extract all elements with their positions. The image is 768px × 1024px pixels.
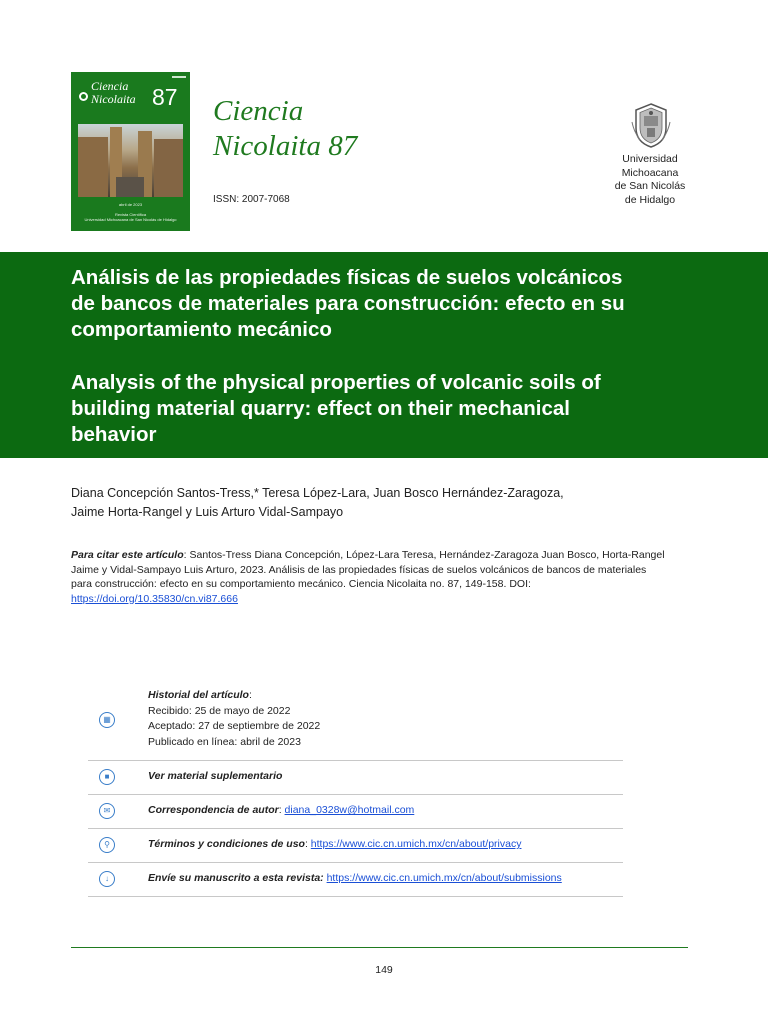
history-row <box>88 683 623 761</box>
cover-date: abril de 2023 <box>118 202 143 207</box>
article-info-table <box>88 683 623 897</box>
mail-icon: ✉ <box>99 803 115 819</box>
terms-row: ⚲ Términos y condiciones de uso: https://www.cic.cn.umich.mx/cn/about/privacy <box>88 829 623 863</box>
authors-line2: Jaime Horta-Rangel y Luis Arturo Vidal-Sampayo <box>71 504 344 519</box>
history-label: Historial del artículo <box>148 689 249 701</box>
article-title-english <box>71 370 711 448</box>
citation-block <box>71 548 711 606</box>
received-date: Recibido: 25 de mayo de 2022 <box>148 704 291 717</box>
correspondence-label: Correspondencia de autor <box>148 804 279 816</box>
citation-lead: Para citar este artículo <box>71 549 184 561</box>
cover-logo-icon <box>79 92 88 101</box>
page-number: 149 <box>375 964 393 976</box>
cover-footer-line1: Revista Científica <box>114 212 147 217</box>
correspondence-row: ✉ Correspondencia de autor: diana_0328w@hotmail.com <box>88 795 623 829</box>
university-name <box>600 153 700 207</box>
title-es-line2: de bancos de materiales para construcción: efecto en su <box>71 292 625 315</box>
university-line4: de Hidalgo <box>624 193 676 206</box>
authors-line1: Diana Concepción Santos-Tress,* Teresa López-Lara, Juan Bosco Hernández-Zaragoza, <box>71 486 564 500</box>
journal-cover <box>71 72 190 231</box>
supplementary-link[interactable]: Ver material suplementario <box>148 770 283 782</box>
title-en-line3: behavior <box>71 423 157 446</box>
cover-issn-mark <box>172 76 186 78</box>
citation-line1 <box>71 548 711 563</box>
citation-line3: para construcción: efecto en su comportamiento mecánico. Ciencia Nicolaita no. 87, 149-158. DOI: <box>71 578 531 590</box>
published-date: Publicado en línea: abril de 2023 <box>148 735 301 748</box>
submit-row <box>88 863 623 897</box>
supplementary-row[interactable] <box>88 761 623 795</box>
calendar-icon: ▦ <box>99 712 115 728</box>
terms-label: Términos y condiciones de uso <box>148 838 305 850</box>
cover-title-line1: Ciencia <box>91 79 129 93</box>
folder-icon: ■ <box>99 769 115 785</box>
university-line3: de San Nicolás <box>614 180 686 192</box>
university-line2: Michoacana <box>621 166 679 179</box>
cover-photo <box>78 124 183 197</box>
title-es-line3: comportamiento mecánico <box>71 318 332 341</box>
cover-footer <box>71 212 190 222</box>
article-title-spanish <box>71 265 711 343</box>
cover-issue-number: 87 <box>152 84 178 110</box>
journal-title-line2: Nicolaita 87 <box>213 130 358 162</box>
title-en-line1: Analysis of the physical properties of volcanic soils of <box>71 371 601 394</box>
history-text: Historial del artículo: Recibido: 25 de mayo de 2022 Aceptado: 27 de septiembre de 2022 Publicado en línea: abril de 2023 <box>148 688 320 750</box>
terms-link[interactable]: https://www.cic.cn.umich.mx/cn/about/privacy <box>310 838 522 850</box>
university-line1: Universidad <box>622 153 678 165</box>
correspondence-email-link[interactable]: diana_0328w@hotmail.com <box>284 804 415 816</box>
cover-footer-line2: Universidad Michoacana de San Nicolás de Hidalgo <box>84 217 177 222</box>
journal-title <box>213 94 357 164</box>
cover-title <box>91 80 136 106</box>
submit-label: Envíe su manuscrito a esta revista: <box>148 872 324 884</box>
title-es-line1: Análisis de las propiedades físicas de suelos volcánicos <box>71 266 623 289</box>
authors <box>71 484 691 521</box>
search-icon: ⚲ <box>99 837 115 853</box>
citation-line2: Jaime y Vidal-Sampayo Luis Arturo, 2023. Análisis de las propiedades físicas de suelos volcánicos de bancos de materiales <box>71 563 647 576</box>
journal-title-line1: Ciencia <box>213 95 304 127</box>
issn: ISSN: 2007-7068 <box>213 194 290 205</box>
citation-line1-text: : Santos-Tress Diana Concepción, López-Lara Teresa, Hernández-Zaragoza Juan Bosco, Horta-Rangel <box>183 549 665 561</box>
footer-divider <box>71 947 688 948</box>
download-icon: ↓ <box>99 871 115 887</box>
university-crest-icon <box>630 102 672 149</box>
doi-link[interactable]: https://doi.org/10.35830/cn.vi87.666 <box>71 592 238 605</box>
accepted-date: Aceptado: 27 de septiembre de 2022 <box>148 720 321 732</box>
cover-title-line2: Nicolaita <box>91 92 136 106</box>
title-en-line2: building material quarry: effect on their mechanical <box>71 397 570 420</box>
submit-link[interactable]: https://www.cic.cn.umich.mx/cn/about/submissions <box>326 872 562 884</box>
